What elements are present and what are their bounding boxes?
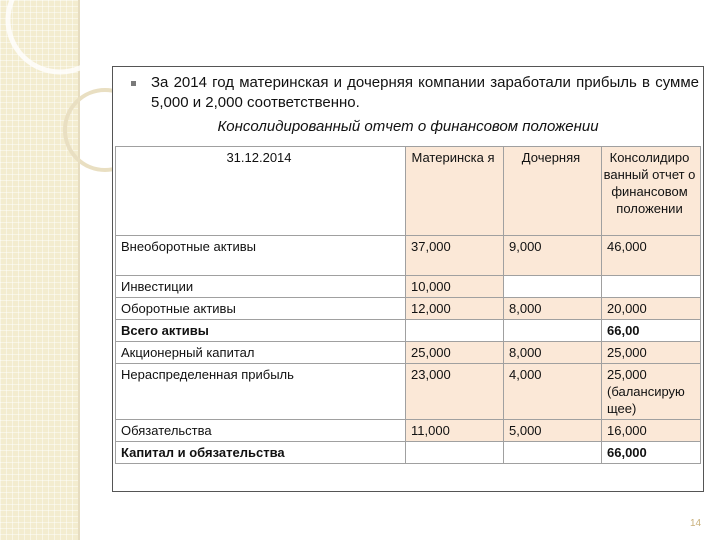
subsidiary-value: 8,000 [504, 298, 602, 320]
table-row [116, 342, 701, 364]
parent-value: 10,000 [406, 276, 504, 298]
decorative-circles [0, 0, 130, 200]
page-number: 14 [690, 518, 702, 529]
row-label: Внеоборотные активы [116, 236, 406, 276]
row-label: Капитал и обязательства [116, 442, 406, 464]
slide-content [112, 66, 704, 492]
parent-value: 37,000 [406, 236, 504, 276]
parent-value: 25,000 [406, 342, 504, 364]
table-title: Консолидированный отчет о финансовом положении [217, 118, 599, 135]
row-label: Оборотные активы [116, 298, 406, 320]
subsidiary-value: 8,000 [504, 342, 602, 364]
table-row [116, 236, 701, 276]
bullet-marker-icon [131, 81, 136, 86]
bullet-point [131, 73, 699, 113]
row-label: Акционерный капитал [116, 342, 406, 364]
header-consolidated: Консолидиро ванный отчет о финансовом положении [602, 147, 701, 236]
subsidiary-value: 9,000 [504, 236, 602, 276]
consolidated-value: 66,00 [602, 320, 701, 342]
parent-value: 23,000 [406, 364, 504, 420]
table-row [116, 364, 701, 420]
consolidated-value: 46,000 [602, 236, 701, 276]
parent-value: 11,000 [406, 420, 504, 442]
consolidated-value [602, 276, 701, 298]
subsidiary-value [504, 276, 602, 298]
subsidiary-value [504, 320, 602, 342]
consolidated-value: 25,000 [602, 342, 701, 364]
row-label: Инвестиции [116, 276, 406, 298]
parent-value: 12,000 [406, 298, 504, 320]
table-row [116, 442, 701, 464]
consolidated-value: 25,000 (балансирую щее) [602, 364, 701, 420]
consolidated-value: 16,000 [602, 420, 701, 442]
subsidiary-value [504, 442, 602, 464]
bullet-text: За 2014 год материнская и дочерняя компании заработали прибыль в сумме 5,000 и 2,000 соответственно. [151, 74, 699, 111]
parent-value [406, 442, 504, 464]
header-date: 31.12.2014 [116, 147, 406, 236]
row-label: Обязательства [116, 420, 406, 442]
consolidated-value: 20,000 [602, 298, 701, 320]
header-parent: Материнска я [406, 147, 504, 236]
row-label: Нераспределенная прибыль [116, 364, 406, 420]
table-row [116, 320, 701, 342]
table-row [116, 420, 701, 442]
consolidated-value: 66,000 [602, 442, 701, 464]
subsidiary-value: 5,000 [504, 420, 602, 442]
parent-value [406, 320, 504, 342]
table-row [116, 298, 701, 320]
subsidiary-value: 4,000 [504, 364, 602, 420]
financial-position-table [115, 146, 701, 464]
table-row [116, 276, 701, 298]
row-label: Всего активы [116, 320, 406, 342]
header-subsidiary: Дочерняя [504, 147, 602, 236]
table-header-row [116, 147, 701, 236]
